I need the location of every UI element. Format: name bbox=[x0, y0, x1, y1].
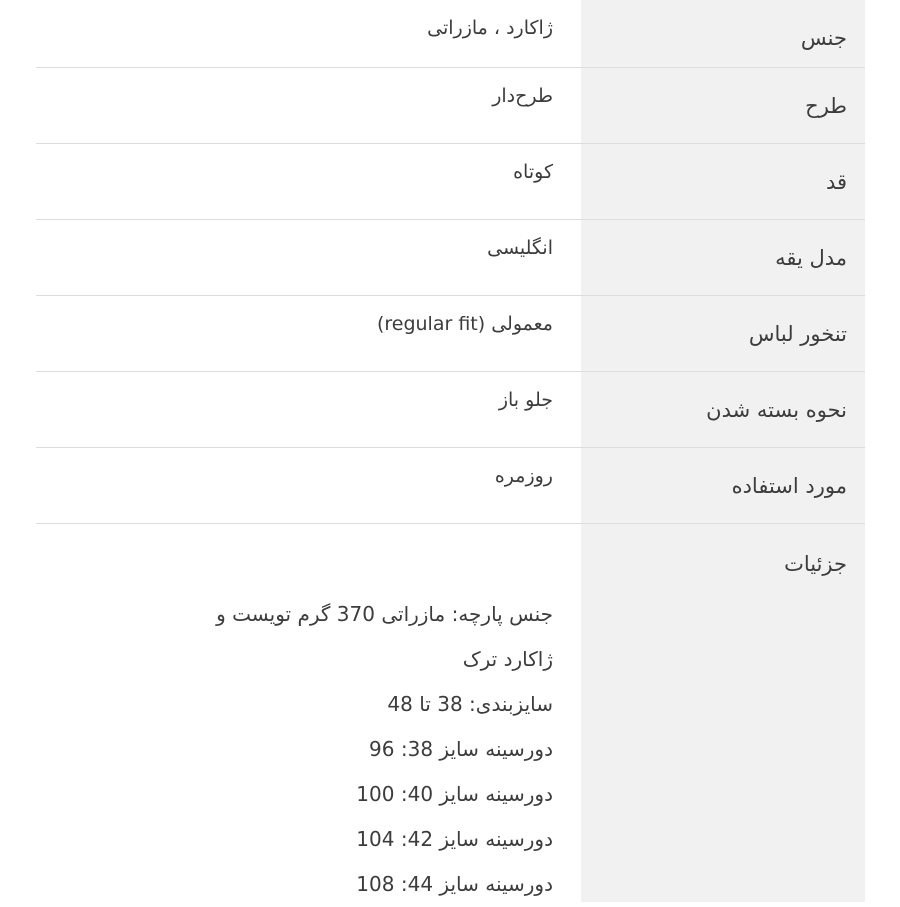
spec-value-closure: جلو باز bbox=[498, 389, 553, 411]
spec-row-details bbox=[36, 524, 865, 902]
spec-key-fit: تنخور لباس bbox=[581, 296, 865, 371]
spec-key-length: قد bbox=[581, 144, 865, 219]
spec-row-collar bbox=[36, 220, 865, 296]
spec-row-usage bbox=[36, 448, 865, 524]
spec-key-usage: مورد استفاده bbox=[581, 448, 865, 523]
details-line: سایزبندی: 38 تا 48 bbox=[387, 692, 553, 716]
spec-row-material bbox=[36, 0, 865, 68]
spec-row-pattern bbox=[36, 68, 865, 144]
details-line: دورسینه سایز 40: 100 bbox=[356, 782, 553, 806]
details-text-block bbox=[36, 524, 581, 902]
spec-key-pattern: طرح bbox=[581, 68, 865, 143]
spec-value-fit: معمولی (regular fit) bbox=[376, 313, 553, 335]
spec-value-material: ژاکارد ، مازراتی bbox=[427, 17, 553, 39]
spec-key-closure: نحوه بسته شدن bbox=[581, 372, 865, 447]
spec-key-collar: مدل یقه bbox=[581, 220, 865, 295]
spec-row-length bbox=[36, 144, 865, 220]
spec-value-collar: انگلیسی bbox=[487, 237, 553, 259]
details-line: جنس پارچه: مازراتی 370 گرم تویست و bbox=[216, 602, 553, 626]
spec-row-fit bbox=[36, 296, 865, 372]
spec-value-usage: روزمره bbox=[494, 465, 553, 487]
spec-value-length: کوتاه bbox=[513, 161, 553, 183]
spec-key-material: جنس bbox=[581, 0, 865, 67]
spec-value-pattern: طرح‌دار bbox=[492, 85, 553, 107]
details-line: دورسینه سایز 42: 104 bbox=[356, 827, 553, 851]
product-specs-table bbox=[36, 0, 865, 900]
details-line: دورسینه سایز 38: 96 bbox=[369, 737, 553, 761]
spec-key-details: جزئیات bbox=[581, 524, 865, 902]
details-line: دورسینه سایز 44: 108 bbox=[356, 872, 553, 896]
spec-row-closure bbox=[36, 372, 865, 448]
details-line: ژاکارد ترک bbox=[462, 647, 553, 671]
